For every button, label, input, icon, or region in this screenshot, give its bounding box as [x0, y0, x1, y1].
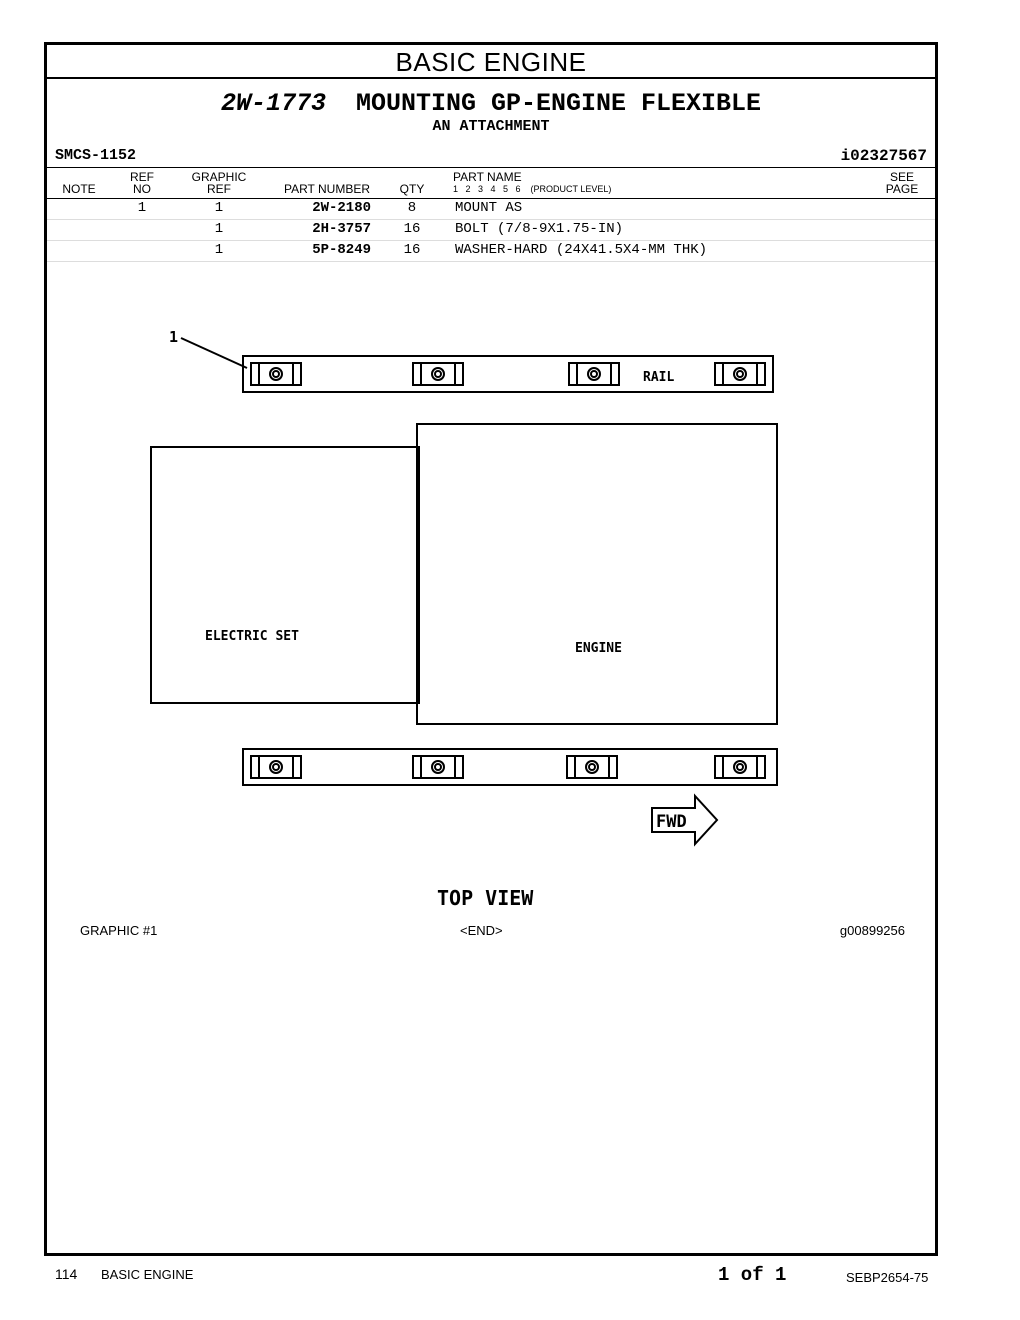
table-row [47, 240, 935, 262]
page-count: 1 of 1 [718, 1264, 787, 1286]
rail-label: RAIL [643, 370, 675, 385]
engine-label: ENGINE [575, 641, 622, 656]
page-frame [44, 42, 938, 1256]
part-number[interactable]: 2H-3757 [312, 221, 371, 237]
engine-outline [417, 424, 777, 724]
group-part-number: 2W-1773 [220, 89, 326, 118]
graphic-ref: 1 [214, 200, 224, 216]
header-qty: QTY [399, 182, 425, 196]
parts-illustration [147, 320, 787, 910]
header-graphic-top: GRAPHIC [191, 170, 247, 184]
mount-top-2 [413, 363, 463, 385]
header-part-name: PART NAME [453, 170, 522, 184]
part-number[interactable]: 2W-2180 [312, 200, 371, 216]
ref-no: 1 [137, 200, 147, 216]
table-row [47, 219, 935, 241]
header-see-bottom: PAGE [885, 182, 919, 196]
page-number: 114 [55, 1266, 78, 1282]
header-top-rule [47, 167, 935, 168]
mount-top-3 [569, 363, 619, 385]
fwd-label: FWD [656, 812, 687, 832]
document-number: SEBP2654-75 [846, 1270, 929, 1285]
electric-set-label: ELECTRIC SET [205, 629, 299, 644]
table-row [47, 198, 935, 220]
graphic-ref: 1 [214, 221, 224, 237]
document-identifier: i02327567 [840, 147, 927, 165]
graphic-id: g00899256 [839, 923, 905, 938]
graphic-number: GRAPHIC #1 [80, 923, 158, 938]
footer-section: BASIC ENGINE [101, 1267, 194, 1282]
mount-top-1 [251, 363, 301, 385]
bottom-rail [243, 749, 777, 785]
header-see-top: SEE [889, 170, 914, 184]
header-graphic-bottom: REF [207, 182, 231, 196]
qty: 16 [403, 221, 421, 237]
electric-set-outline [151, 447, 419, 703]
mount-bottom-2 [413, 756, 463, 778]
mount-bottom-4 [715, 756, 765, 778]
section-title: BASIC ENGINE [47, 45, 935, 79]
smcs-code: SMCS-1152 [55, 147, 137, 164]
graphic-ref: 1 [214, 242, 224, 258]
header-note: NOTE [62, 182, 96, 196]
top-rail [243, 356, 773, 392]
group-name: MOUNTING GP-ENGINE FLEXIBLE [355, 89, 762, 118]
part-name: MOUNT AS [455, 200, 523, 216]
header-ref-top: REF [130, 170, 154, 184]
qty: 8 [407, 200, 417, 216]
header-product-levels: 1 2 3 4 5 6 (PRODUCT LEVEL) [453, 184, 612, 194]
view-label: TOP VIEW [437, 886, 534, 910]
mount-bottom-1 [251, 756, 301, 778]
qty: 16 [403, 242, 421, 258]
part-number[interactable]: 5P-8249 [312, 242, 371, 258]
group-title [47, 89, 935, 118]
mount-bottom-3 [567, 756, 617, 778]
callout-number: 1 [169, 328, 179, 346]
group-subtitle: AN ATTACHMENT [432, 118, 550, 135]
part-name: WASHER-HARD (24X41.5X4-MM THK) [455, 242, 708, 258]
part-name: BOLT (7/8-9X1.75-IN) [455, 221, 624, 237]
callout-leader [181, 338, 247, 368]
header-ref-bottom: NO [133, 182, 151, 196]
mount-top-4 [715, 363, 765, 385]
header-part-number: PART NUMBER [283, 182, 370, 196]
graphic-end-marker: <END> [460, 923, 503, 938]
